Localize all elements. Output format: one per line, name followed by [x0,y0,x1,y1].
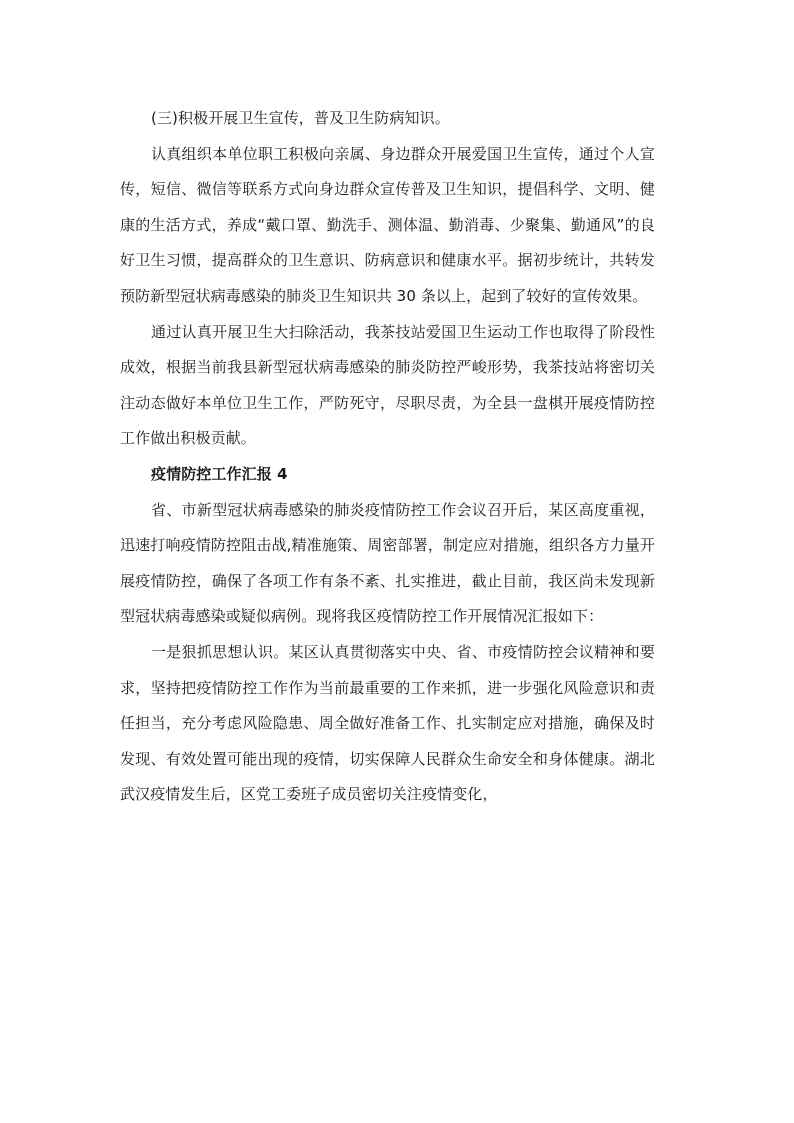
document-body [120,101,655,813]
paragraph-report-intro: 省、市新型冠状病毒感染的肺炎疫情防控工作会议召开后，某区高度重视，迅速打响疫情防控阻击战,精准施策、周密部署，制定应对措施，组织各方力量开展疫情防控，确保了各项工作有条不紊、扎实推进，截止目前，我区尚未发现新型冠状病毒感染或疑似病例。现将我区疫情防控工作开展情况汇报如下： [120,500,655,626]
report-heading: 疫情防控工作汇报 4 [151,464,288,483]
paragraph-thinking: 一是狠抓思想认识。某区认真贯彻落实中央、省、市疫情防控会议精神和要求，坚持把疫情防控工作作为当前最重要的工作来抓，进一步强化风险意识和责任担当，充分考虑风险隐患、周全做好准备工作、扎实制定应对措施，确保及时发现、有效处置可能出现的疫情，切实保障人民群众生命安全和身体健康。湖北武汉疫情发生后，区党工委班子成员密切关注疫情变化， [120,642,655,804]
paragraph-publicity: 认真组织本单位职工积极向亲属、身边群众开展爱国卫生宣传，通过个人宣传，短信、微信等联系方式向身边群众宣传普及卫生知识，提倡科学、文明、健康的生活方式，养成“戴口罩、勤洗手、测体温、勤消毒、少聚集、勤通风”的良好卫生习惯，提高群众的卫生意识、防病意识和健康水平。据初步统计，共转发预防新型冠状病毒感染的肺炎卫生知识共 30 条以上，起到了较好的宣传效果。 [120,144,655,305]
paragraph-results: 通过认真开展卫生大扫除活动，我茶技站爱国卫生运动工作也取得了阶段性成效，根据当前我县新型冠状病毒感染的肺炎防控严峻形势，我茶技站将密切关注动态做好本单位卫生工作，严防死守，尽职尽责，为全县一盘棋开展疫情防控工作做出积极贡献。 [120,322,655,448]
section-heading-publicity: (三)积极开展卫生宣传，普及卫生防病知识。 [151,109,450,127]
